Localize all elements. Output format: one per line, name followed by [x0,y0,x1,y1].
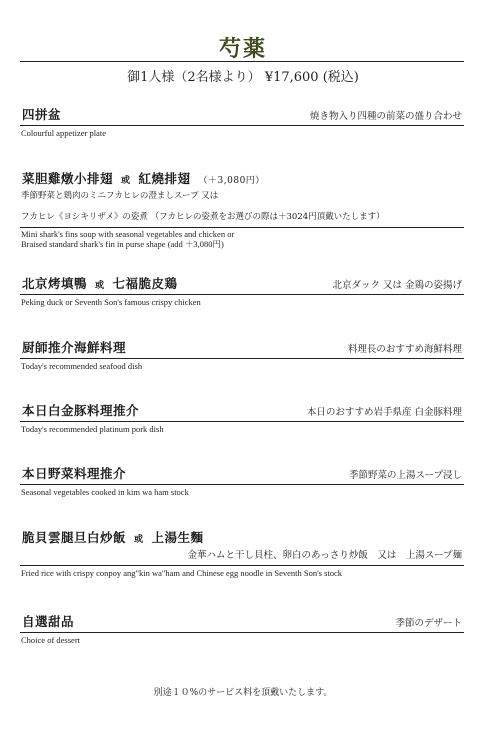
course-description-japanese-2: フカヒレ《ヨシキリザメ》の姿煮 （フカヒレの姿煮をお選びの際は＋3024円頂戴いたします） [20,212,464,228]
course-option-2: 七福脆皮鶏 [112,276,178,291]
surcharge-label: （＋3,080円） [198,176,265,186]
course-option-2: 上湯生麵 [151,530,204,545]
course-heading [20,612,464,633]
course-heading [20,338,464,359]
course-seafood [20,338,464,371]
course-name-chinese: 厨師推介海鮮料理 [22,340,127,355]
course-name-japanese: 季節野菜の上湯スープ浸し [348,470,462,481]
course-heading [20,464,464,485]
course-name-japanese: 季節のデザート [395,618,462,629]
course-name-chinese: 本日野菜料理推介 [22,466,127,481]
course-name-english: Today's recommended seafood dish [21,361,143,371]
course-dessert [20,612,464,645]
course-name-chinese [22,528,204,546]
course-name-japanese: 北京ダック 又は 金鶏の姿揚げ [332,280,462,291]
or-label: 或 [95,281,105,291]
course-option-1: 脆貝雲腿旦白炒飯 [22,530,127,545]
menu-title: 芍薬 [218,36,267,62]
course-heading [20,274,464,295]
course-heading [20,528,464,548]
course-option-2: 紅燒排翅 [138,171,191,186]
or-label: 或 [134,535,144,545]
course-name-chinese: 本日白金豚料理推介 [22,403,140,418]
course-name-english-2: Braised standard shark's fin in purse shape (add ＋3,080円) [21,239,224,249]
course-vegetables [20,464,464,497]
course-description-japanese-1: 季節野菜と鶏肉のミニフカヒレの澄ましスープ 又は [21,191,219,201]
course-name-english: Today's recommended platinum pork dish [21,424,164,434]
title-divider [20,61,464,62]
course-option-1: 菜胆雞燉小排翅 [22,171,114,186]
course-name-japanese: 本日のおすすめ岩手県産 白金豚料理 [306,407,462,418]
course-name-japanese: 料理長のおすすめ海鮮料理 [347,344,462,355]
course-option-1: 北京烤填鴨 [22,276,88,291]
course-name-japanese: 焼き物入り四種の前菜の盛り合わせ [309,111,462,122]
course-name-english: Fried rice with crispy conpoy ang"kin wa"ham and Chinese egg noodle in Seventh Son's stock [21,568,343,578]
course-name-english: Choice of dessert [21,635,81,645]
course-name-chinese: 四拼盆 [22,107,62,122]
course-name-english: Colourful appetizer plate [21,128,106,138]
course-name-chinese [22,169,265,187]
course-rice-noodle [20,528,464,578]
course-pork [20,401,464,434]
service-charge-note: 別途１０%のサービス料を頂戴いたします。 [153,688,333,698]
course-name-english: Peking duck or Seventh Son's famous crispy chicken [21,297,201,307]
course-heading [20,105,464,126]
course-price: 御1人様（2名様より） ¥17,600 (税込) [127,70,359,85]
course-heading [20,170,464,189]
course-appetizer [20,105,464,138]
course-name-english-1: Mini shark's fins soup with seasonal vegetables and chicken or [21,229,235,239]
course-duck [20,274,464,307]
course-name-english: Seasonal vegetables cooked in kim wa ham stock [21,487,189,497]
course-heading [20,401,464,422]
course-name-chinese [22,274,178,292]
or-label: 或 [121,176,131,186]
course-name-japanese: 金華ハムと干し貝柱、卵白のあっさり炒飯 又は 上湯スープ麺 [20,550,464,566]
course-soup [20,170,464,249]
course-name-chinese: 自選甜品 [22,614,75,629]
